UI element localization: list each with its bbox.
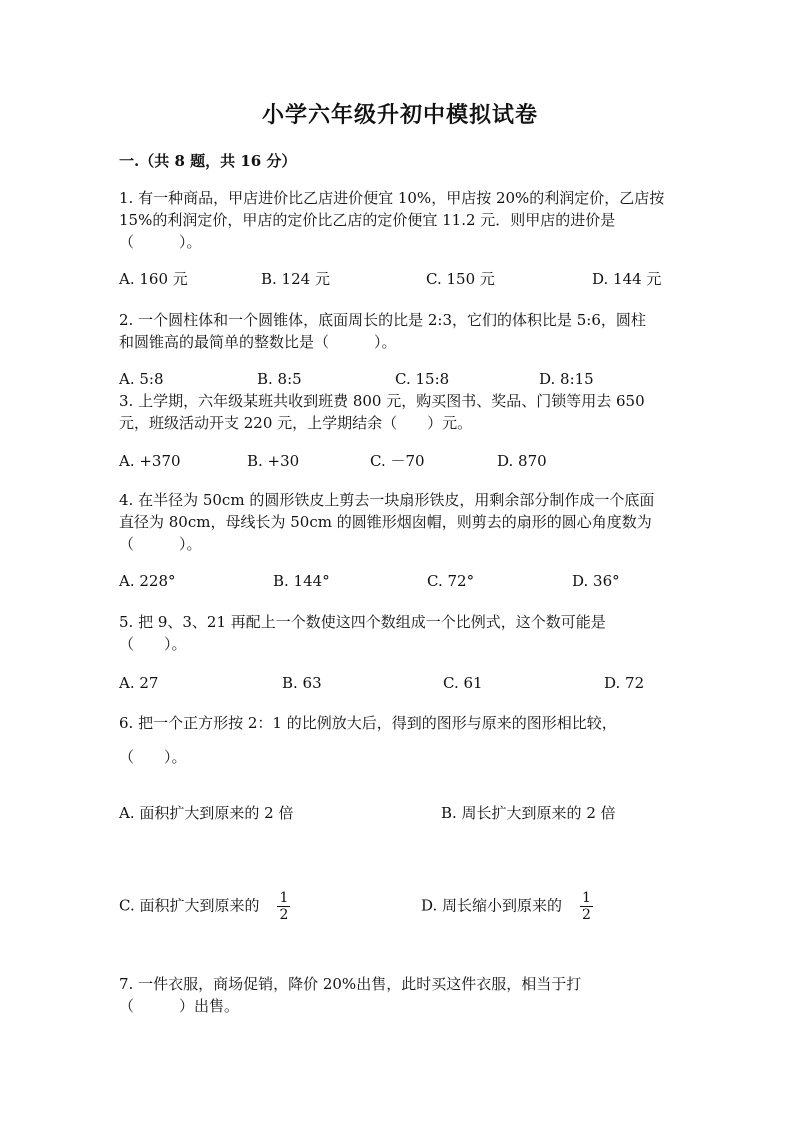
option-b[interactable]: B. +30 xyxy=(247,452,300,470)
question-line: 直径为 80cm，母线长为 50cm 的圆锥形烟囱帽，则剪去的扇形的圆心角度数为 xyxy=(119,513,652,531)
question-line: （ ）。 xyxy=(119,233,202,251)
question-line: 1. 有一种商品，甲店进价比乙店进价便宜 10%，甲店按 20%的利润定价，乙店按 xyxy=(119,189,665,207)
option-b[interactable]: B. 124 元 xyxy=(261,270,330,288)
question-line: 4. 在半径为 50cm 的圆形铁皮上剪去一块扇形铁皮，用剩余部分制作成一个底面 xyxy=(119,491,655,509)
option-d[interactable]: D. 144 元 xyxy=(592,270,662,288)
question-line: 5. 把 9、3、21 再配上一个数使这四个数组成一个比例式，这个数可能是 xyxy=(119,613,606,631)
question-4-options xyxy=(119,570,739,592)
question-3 xyxy=(119,390,671,434)
option-c-text: C. 面积扩大到原来的 xyxy=(119,896,260,915)
question-7 xyxy=(119,973,671,1017)
option-b[interactable]: B. 周长扩大到原来的 2 倍 xyxy=(441,804,616,822)
option-a[interactable]: A. 面积扩大到原来的 2 倍 xyxy=(119,804,294,822)
question-2 xyxy=(119,309,671,353)
question-line: 7. 一件衣服，商场促销，降价 20%出售，此时买这件衣服，相当于打 xyxy=(119,975,582,993)
page-title: 小学六年级升初中模拟试卷 xyxy=(261,102,538,128)
option-c[interactable]: C. －70 xyxy=(370,452,425,470)
question-2-options xyxy=(119,368,739,390)
option-c[interactable]: C. 61 xyxy=(443,674,483,692)
option-a[interactable]: A. 160 元 xyxy=(119,270,188,288)
question-line: （ ）。 xyxy=(119,748,187,766)
option-d-text: D. 周长缩小到原来的 xyxy=(421,896,563,915)
fraction-numerator: 1 xyxy=(582,890,591,906)
option-c[interactable] xyxy=(119,890,290,923)
option-b[interactable]: B. 144° xyxy=(273,572,330,590)
question-4 xyxy=(119,489,671,555)
option-c[interactable]: C. 15:8 xyxy=(395,370,450,388)
option-d[interactable] xyxy=(421,890,593,923)
option-d[interactable]: D. 8:15 xyxy=(539,370,594,388)
question-line: 2. 一个圆柱体和一个圆锥体，底面周长的比是 2:3，它们的体积比是 5:6，圆柱 xyxy=(119,311,646,329)
question-5-options xyxy=(119,672,739,694)
option-a[interactable]: A. 5:8 xyxy=(119,370,164,388)
fraction-one-half xyxy=(580,890,593,923)
question-line: （ ）。 xyxy=(119,635,187,653)
question-line: 元，班级活动开支 220 元，上学期结余（ ）元。 xyxy=(119,414,473,432)
fraction-one-half xyxy=(277,890,290,923)
question-6 xyxy=(119,712,671,768)
question-line: 15%的利润定价，甲店的定价比乙店的定价便宜 11.2 元．则甲店的进价是 xyxy=(119,211,616,229)
question-line: （ ）出售。 xyxy=(119,997,240,1015)
question-6-options-row1 xyxy=(119,802,739,824)
question-line: 6. 把一个正方形按 2：1 的比例放大后，得到的图形与原来的图形相比较， xyxy=(119,714,617,732)
question-line: 和圆锥高的最简单的整数比是（ ）。 xyxy=(119,333,397,351)
fraction-denominator: 2 xyxy=(582,907,591,923)
option-b[interactable]: B. 63 xyxy=(282,674,322,692)
fraction-numerator: 1 xyxy=(279,890,289,906)
option-a[interactable]: A. 27 xyxy=(119,674,159,692)
question-line: （ ）。 xyxy=(119,535,202,553)
section-heading: 一.（共 8 题，共 16 分） xyxy=(119,152,297,170)
question-6-options-row2 xyxy=(119,890,739,930)
option-b[interactable]: B. 8:5 xyxy=(257,370,302,388)
option-d[interactable]: D. 36° xyxy=(572,572,620,590)
question-3-options xyxy=(119,450,739,472)
question-line: 3. 上学期，六年级某班共收到班费 800 元，购买图书、奖品、门锁等用去 650 xyxy=(119,392,645,410)
option-c[interactable]: C. 72° xyxy=(427,572,475,590)
option-d[interactable]: D. 870 xyxy=(497,452,547,470)
option-a[interactable]: A. +370 xyxy=(119,452,181,470)
option-d[interactable]: D. 72 xyxy=(604,674,645,692)
option-c[interactable]: C. 150 元 xyxy=(426,270,495,288)
option-a[interactable]: A. 228° xyxy=(119,572,176,590)
question-1-options xyxy=(119,268,739,290)
question-1 xyxy=(119,187,671,253)
question-5 xyxy=(119,611,671,655)
fraction-denominator: 2 xyxy=(279,907,289,923)
